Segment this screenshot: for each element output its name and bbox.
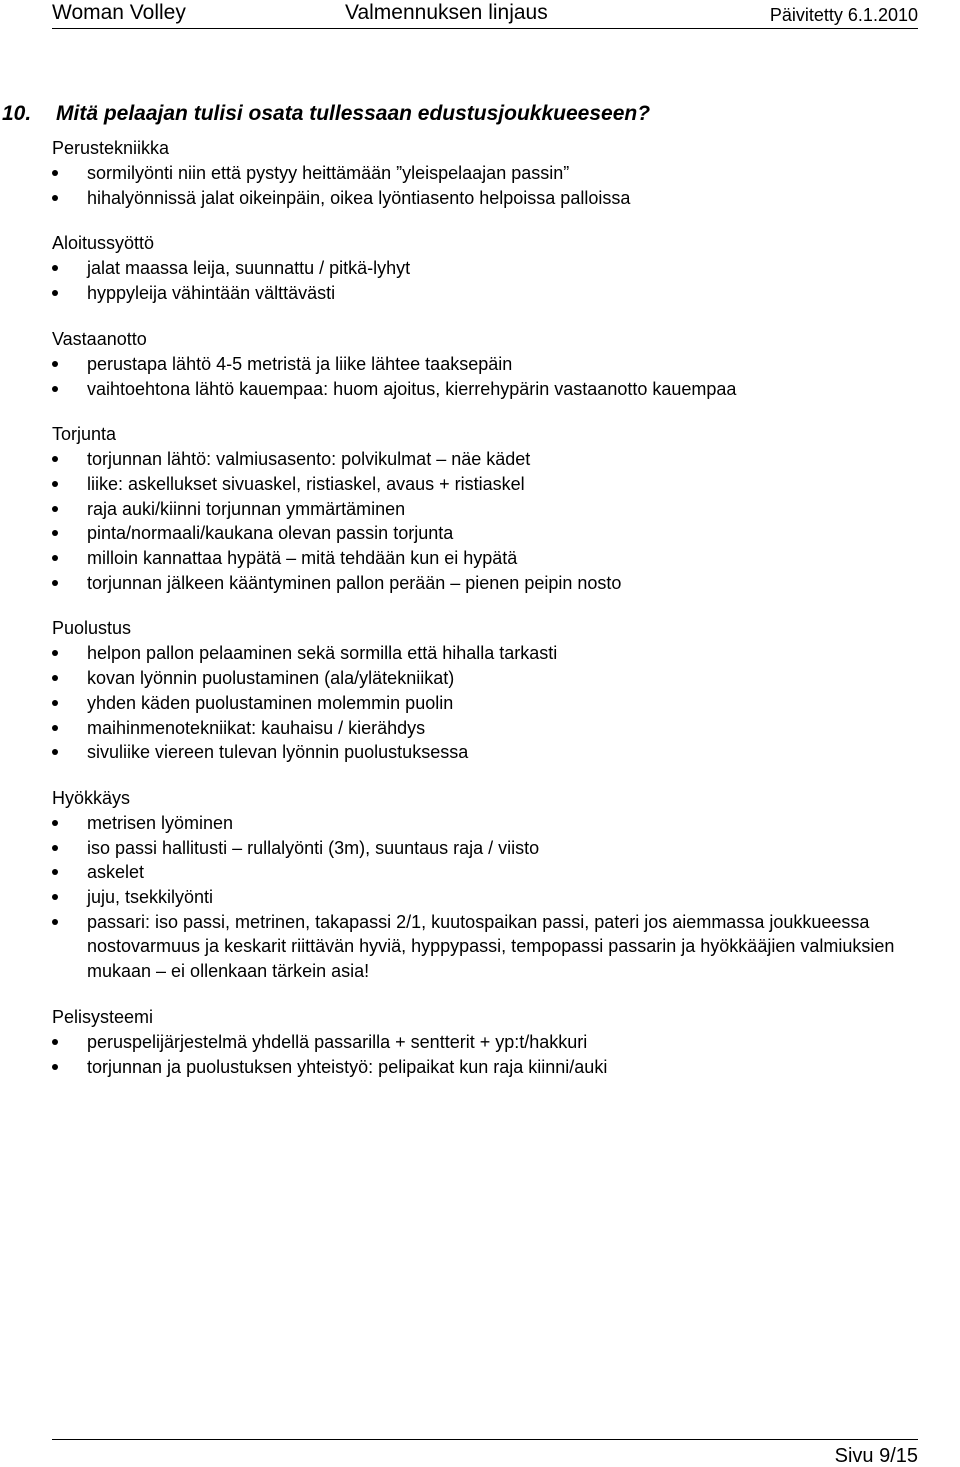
list-item [52, 860, 932, 885]
bullet-icon [52, 700, 58, 706]
bullet-icon [52, 265, 58, 271]
list-item-text: kovan lyönnin puolustaminen (ala/ylätekniikat) [87, 668, 455, 689]
list-item-text: hihalyönnissä jalat oikeinpäin, oikea lyöntiasento helpoissa palloissa [87, 187, 631, 208]
chapter-number: 10. [2, 102, 32, 125]
list-item [52, 497, 932, 522]
bullet-icon [52, 530, 58, 536]
bullet-list [52, 161, 932, 210]
list-item-text: jalat maassa leija, suunnattu / pitkä-lyhyt [87, 258, 411, 279]
header-updated-date: Päivitetty 6.1.2010 [769, 5, 918, 25]
list-item [52, 666, 932, 691]
list-item [52, 472, 932, 497]
section-title: Hyökkäys [52, 787, 131, 808]
list-item-text: torjunnan jälkeen kääntyminen pallon perään – pienen peipin nosto [87, 572, 622, 593]
page-number: Sivu 9/15 [834, 1445, 918, 1467]
list-item-text: vaihtoehtona lähtö kauempaa: huom ajoitus, kierrehypärin vastaanotto kauempaa [87, 378, 737, 399]
section [52, 615, 932, 765]
bullet-icon [52, 919, 58, 925]
list-item [52, 546, 932, 571]
list-item [52, 885, 932, 910]
list-item-text: perustapa lähtö 4-5 metristä ja liike lähtee taaksepäin [87, 353, 513, 374]
list-item-text: liike: askellukset sivuaskel, ristiaskel, avaus + ristiaskel [87, 473, 525, 494]
section [52, 785, 932, 984]
section [52, 1004, 932, 1079]
list-item [52, 377, 932, 402]
list-item [52, 161, 932, 186]
list-item [52, 447, 932, 472]
list-item-text: iso passi hallitusti – rullalyönti (3m), suuntaus raja / viisto [87, 837, 540, 858]
bullet-list [52, 447, 932, 595]
bullet-icon [52, 820, 58, 826]
page-footer [52, 1439, 918, 1467]
list-item [52, 521, 932, 546]
section-title: Puolustus [52, 618, 132, 639]
bullet-icon [52, 386, 58, 392]
bullet-icon [52, 506, 58, 512]
list-item [52, 281, 932, 306]
bullet-icon [52, 1064, 58, 1070]
list-item-text: passari: iso passi, metrinen, takapassi 2/1, kuutospaikan passi, pateri jos aiemmassa joukkueessa nostovarmuus ja keskarit riittävän hyviä, hyppypassi, tempopassi passarin ja hyökkääjien valmiuksien mukaan – ei ollenkaan tärkein asia! [87, 911, 895, 982]
bullet-list [52, 1030, 932, 1079]
list-item [52, 1030, 932, 1055]
bullet-list [52, 811, 932, 984]
bullet-list [52, 352, 932, 401]
list-item-text: torjunnan ja puolustuksen yhteistyö: pelipaikat kun raja kiinni/auki [87, 1056, 608, 1077]
list-item-text: peruspelijärjestelmä yhdellä passarilla + sentterit + yp:t/hakkuri [87, 1031, 588, 1052]
section [52, 135, 932, 210]
list-item-text: juju, tsekkilyönti [87, 887, 214, 908]
bullet-icon [52, 675, 58, 681]
bullet-icon [52, 894, 58, 900]
header-club-name: Woman Volley [52, 1, 186, 24]
bullet-list [52, 641, 932, 765]
list-item-text: hyppyleija vähintään välttävästi [87, 283, 336, 304]
list-item-text: helpon pallon pelaaminen sekä sormilla että hihalla tarkasti [87, 643, 558, 664]
bullet-icon [52, 650, 58, 656]
bullet-icon [52, 749, 58, 755]
list-item [52, 571, 932, 596]
bullet-icon [52, 195, 58, 201]
bullet-icon [52, 845, 58, 851]
bullet-icon [52, 1039, 58, 1045]
list-item-text: sormilyönti niin että pystyy heittämään ”yleispelaajan passin” [87, 163, 570, 183]
section [52, 421, 932, 595]
page-header [52, 0, 918, 29]
section-title: Vastaanotto [52, 328, 147, 349]
list-item-text: sivuliike viereen tulevan lyönnin puolustuksessa [87, 742, 469, 763]
section [52, 230, 932, 305]
list-item [52, 256, 932, 281]
list-item-text: raja auki/kiinni torjunnan ymmärtäminen [87, 498, 406, 519]
list-item [52, 186, 932, 211]
bullet-icon [52, 361, 58, 367]
list-item-text: torjunnan lähtö: valmiusasento: polvikulmat – näe kädet [87, 449, 531, 470]
list-item-text: yhden käden puolustaminen molemmin puolin [87, 692, 454, 713]
list-item-text: pinta/normaali/kaukana olevan passin torjunta [87, 523, 454, 544]
bullet-icon [52, 290, 58, 296]
list-item-text: metrisen lyöminen [87, 812, 234, 833]
list-item [52, 691, 932, 716]
list-item-text: askelet [87, 862, 145, 883]
list-item-text: milloin kannattaa hypätä – mitä tehdään kun ei hypätä [87, 548, 518, 569]
list-item-text: maihinmenotekniikat: kauhaisu / kierähdys [87, 717, 426, 738]
bullet-icon [52, 725, 58, 731]
document-body [52, 135, 932, 1099]
list-item [52, 641, 932, 666]
bullet-icon [52, 869, 58, 875]
bullet-icon [52, 170, 58, 176]
section-title: Pelisysteemi [52, 1006, 154, 1027]
header-document-title: Valmennuksen linjaus [345, 1, 548, 24]
list-item [52, 716, 932, 741]
bullet-icon [52, 555, 58, 561]
list-item [52, 352, 932, 377]
section-title: Torjunta [52, 424, 117, 445]
section-title: Perustekniikka [52, 138, 170, 158]
list-item [52, 811, 932, 836]
section [52, 326, 932, 401]
chapter-title-text: Mitä pelaajan tulisi osata tullessaan edustusjoukkueeseen? [56, 102, 651, 125]
bullet-icon [52, 481, 58, 487]
bullet-icon [52, 580, 58, 586]
chapter-heading [0, 101, 650, 127]
bullet-icon [52, 456, 58, 462]
section-title: Aloitussyöttö [52, 233, 155, 254]
list-item [52, 910, 932, 984]
list-item [52, 1055, 932, 1080]
list-item [52, 836, 932, 861]
list-item [52, 740, 932, 765]
bullet-list [52, 256, 932, 305]
